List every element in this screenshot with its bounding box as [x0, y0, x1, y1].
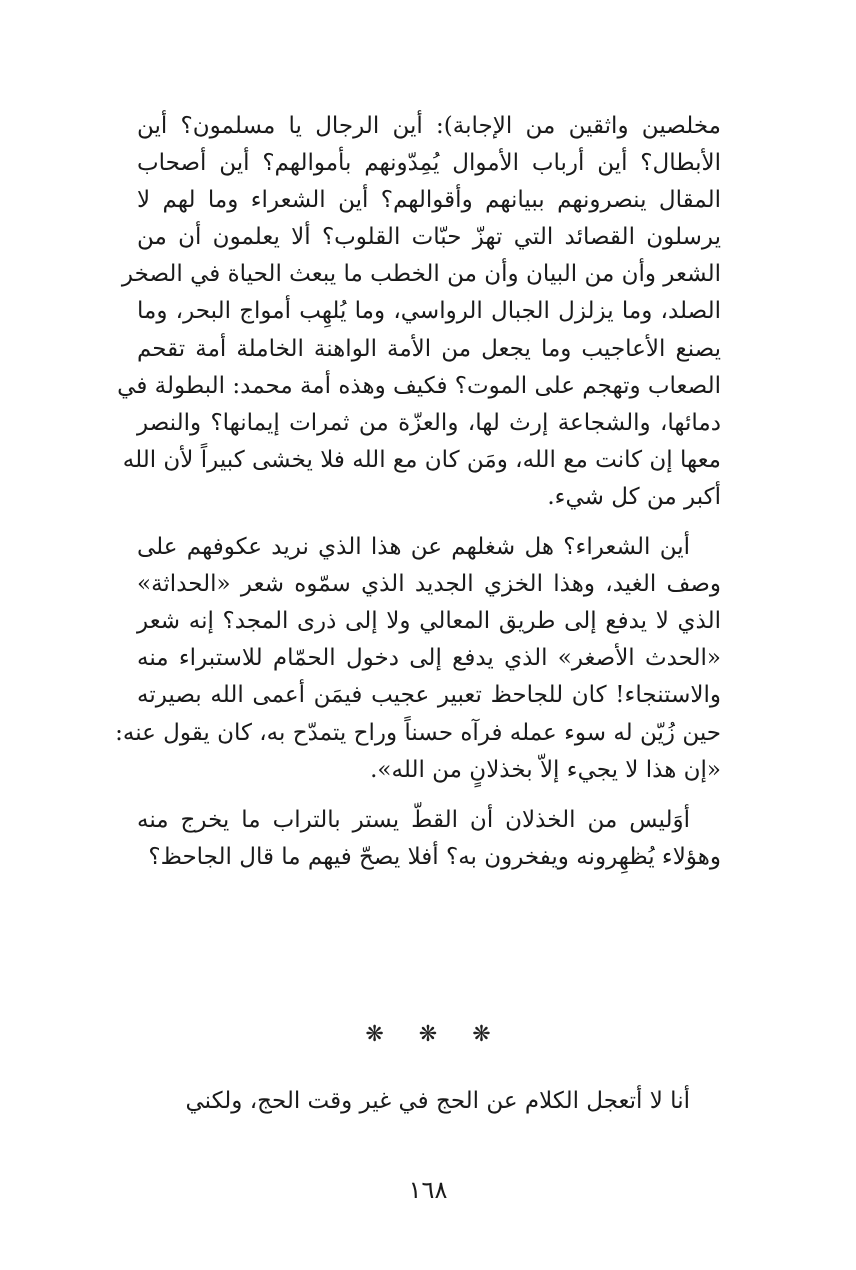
text-line: الشعر وأن من البيان وأن من الخطب ما يبعث الحياة في الصخر	[121, 261, 721, 288]
page-body	[115, 108, 721, 876]
asterism-icon: ❋	[472, 1022, 491, 1047]
text-line: الصلد، وما يزلزل الجبال الرواسي، وما يُلهِب أمواج البحر، وما	[137, 298, 721, 325]
page-number: ١٦٨	[408, 1176, 448, 1204]
text-line: أكبر من كل شيء.	[547, 483, 721, 510]
text-line: حين زُيّن له سوء عمله فرآه حسناً وراح يتمدّح به، كان يقول عنه:	[115, 719, 721, 746]
paragraph-4	[137, 1083, 721, 1120]
text-line: الأبطال؟ أين أرباب الأموال يُمِدّونهم بأموالهم؟ أين أصحاب	[137, 150, 721, 177]
paragraph-1	[117, 108, 721, 516]
asterism-icon: ❋	[365, 1022, 384, 1047]
text-line: وهؤلاء يُظهِرونه ويفخرون به؟ أفلا يصحّ فيهم ما قال الجاحظ؟	[148, 843, 721, 870]
paragraph-gap	[137, 516, 721, 529]
text-line: وصف الغيد، وهذا الخزي الجديد الذي سمّوه شعر «الحداثة»	[137, 571, 721, 598]
text-line: يرسلون القصائد التي تهزّ حبّات القلوب؟ ألا يعلمون أن من	[137, 224, 721, 251]
text-line: دمائها، والشجاعة إرث لها، والعزّة من ثمرات إيمانها؟ والنصر	[137, 409, 721, 436]
paragraph-gap	[137, 789, 721, 802]
text-line: أين الشعراء؟ هل شغلهم عن هذا الذي نريد عكوفهم على	[137, 534, 690, 561]
text-line: أوَليس من الخذلان أن القطّ يستر بالتراب ما يخرج منه	[137, 806, 690, 833]
text-line: مخلصين واثقين من الإجابة): أين الرجال يا مسلمون؟ أين	[137, 113, 721, 139]
section-separator	[0, 1022, 856, 1047]
text-line: الصعاب وتهجم على الموت؟ فكيف وهذه أمة محمد: البطولة في	[117, 372, 721, 399]
text-line: معها إن كانت مع الله، ومَن كان مع الله فلا يخشى كبيراً لأن الله	[122, 446, 721, 473]
text-line: أنا لا أتعجل الكلام عن الحج في غير وقت الحج، ولكني	[185, 1088, 690, 1114]
asterism-icon: ❋	[418, 1022, 438, 1047]
paragraph-2	[115, 529, 721, 789]
text-line: والاستنجاء! كان للجاحظ تعبير عجيب فيمَن أعمى الله بصيرته	[137, 682, 721, 709]
text-line: «إن هذا لا يجيء إلاّ بخذلانٍ من الله».	[370, 756, 721, 783]
text-line: المقال ينصرونهم ببيانهم وأقوالهم؟ أين الشعراء وما لهم لا	[137, 187, 721, 214]
text-line: الذي لا يدفع إلى طريق المعالي ولا إلى ذرى المجد؟ إنه شعر	[137, 608, 721, 635]
text-line: «الحدث الأصغر» الذي يدفع إلى دخول الحمّام للاستبراء منه	[137, 645, 721, 672]
paragraph-3	[137, 802, 721, 876]
text-line: يصنع الأعاجيب وما يجعل من الأمة الواهنة الخاملة أمة تقحم	[137, 335, 721, 362]
